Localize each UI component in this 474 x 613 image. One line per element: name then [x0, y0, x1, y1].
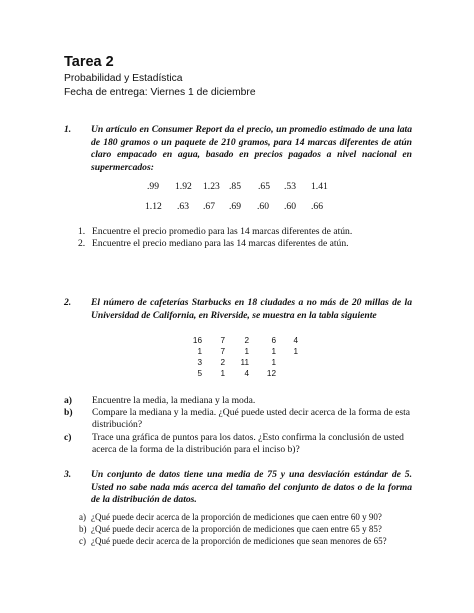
price-row-2 [0, 201, 474, 213]
due-date: Fecha de entrega: Viernes 1 de diciembre [64, 87, 256, 98]
price-cell: .99 [147, 181, 159, 192]
price-cell: .69 [229, 201, 241, 212]
price-cell: .60 [284, 201, 296, 212]
price-cell: 1.12 [145, 201, 162, 212]
table-cell: 1 [220, 369, 225, 378]
list-item: c) ¿Qué puede decir acerca de la proporción de mediciones que sean menores de 65? [79, 536, 387, 546]
price-cell: .67 [203, 201, 215, 212]
price-row-1 [0, 181, 474, 193]
table-cell: 5 [197, 369, 202, 378]
question-3-text: Un conjunto de datos tiene una media de 75 y una desviación estándar de 5. Usted no sabe nada más acerca del tamaño del conjunto de datos o de la forma de la distribución de datos. [91, 469, 412, 506]
table-cell: 3 [197, 358, 202, 367]
table-row [0, 336, 474, 347]
table-cell: 1 [293, 347, 298, 356]
table-cell: 1 [271, 347, 276, 356]
table-cell: 1 [271, 358, 276, 367]
list-item: a) Encuentre la media, la mediana y la moda. [64, 395, 256, 406]
price-cell: .63 [177, 201, 189, 212]
price-cell: .85 [229, 181, 241, 192]
question-1-number: 1. [64, 124, 72, 135]
question-3-number: 3. [64, 469, 72, 480]
table-cell: 7 [220, 336, 225, 345]
table-cell: 1 [244, 347, 249, 356]
price-cell: .65 [258, 181, 270, 192]
price-cell: 1.92 [175, 181, 192, 192]
table-cell: 7 [220, 347, 225, 356]
course-subtitle: Probabilidad y Estadística [64, 73, 183, 84]
list-item: b) Compare la mediana y la media. ¿Qué puede usted decir acerca de la forma de esta distribución? [64, 407, 411, 431]
table-row [0, 369, 474, 380]
price-cell: .66 [311, 201, 323, 212]
page-title: Tarea 2 [64, 54, 114, 70]
table-cell: 11 [240, 358, 249, 367]
question-1 [64, 124, 412, 174]
table-cell: 4 [293, 336, 298, 345]
question-2-text: El número de cafeterías Starbucks en 18 ciudades a no más de 20 millas de la Universidad de California, en Riverside, se muestra en la tabla siguiente [91, 297, 412, 321]
question-1-text: Un artículo en Consumer Report da el precio, un promedio estimado de una lata de 180 gramos o un paquete de 210 gramos, para 14 marcas diferentes de atún claro empacado en agua, basado en precios pagados a nivel nacional en supermercados: [91, 124, 412, 173]
list-item: b) ¿Qué puede decir acerca de la proporción de mediciones que caen entre 65 y 85? [79, 524, 382, 534]
table-cell: 6 [271, 336, 276, 345]
table-cell: 1 [197, 347, 202, 356]
list-item: c) Trace una gráfica de puntos para los datos. ¿Esto confirma la conclusión de usted acerca de la forma de la distribución para el inciso b)? [64, 432, 404, 456]
list-item: a) ¿Qué puede decir acerca de la proporción de mediciones que caen entre 60 y 90? [79, 512, 382, 522]
price-cell: 1.41 [311, 181, 328, 192]
question-2-number: 2. [64, 297, 72, 308]
price-cell: 1.23 [203, 181, 220, 192]
table-row [0, 358, 474, 369]
table-cell: 2 [220, 358, 225, 367]
table-row [0, 347, 474, 358]
list-item: 1. Encuentre el precio promedio para las 14 marcas diferentes de atún. [78, 226, 353, 237]
question-2 [64, 297, 412, 322]
table-cell: 12 [266, 369, 276, 378]
table-cell: 4 [244, 369, 249, 378]
price-cell: .60 [257, 201, 269, 212]
list-item: 2. Encuentre el precio mediano para las 14 marcas diferentes de atún. [78, 238, 349, 249]
table-cell: 2 [244, 336, 249, 345]
table-cell: 16 [192, 336, 202, 345]
question-3 [64, 469, 412, 507]
price-cell: .53 [284, 181, 296, 192]
